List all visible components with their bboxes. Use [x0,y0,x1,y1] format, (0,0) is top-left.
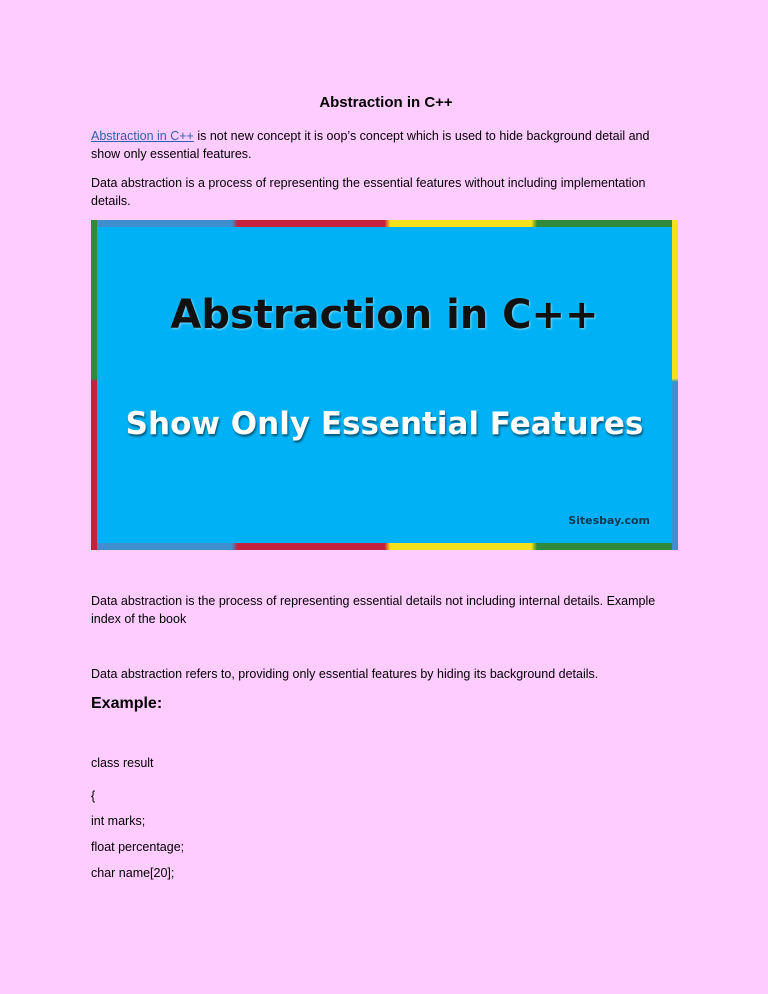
banner-border-top [91,220,678,227]
paragraph-4: Data abstraction refers to, providing only essential features by hiding its background details. [91,667,599,681]
abstraction-link[interactable]: Abstraction in C++ [91,129,194,143]
banner-inner [101,230,668,540]
banner-credit: Sitesbay.com [568,514,650,527]
code-line: char name[20]; [91,866,175,880]
banner-border-right [672,220,678,550]
document-title: Abstraction in C++ [319,94,453,111]
banner-subtitle: Show Only Essential Features [125,406,644,442]
intro-paragraph [91,127,681,163]
banner-border-left [91,220,97,550]
banner-title: Abstraction in C++ [170,292,599,338]
code-line: float percentage; [91,840,185,854]
code-line: { [91,789,96,803]
intro-text: is not new concept it is oop’s concept which is used to hide background detail and show only essential features. [91,129,650,161]
banner-image [91,220,678,550]
paragraph-3: Data abstraction is the process of representing essential details not including internal details. Example index of the book [91,594,656,626]
code-line: int marks; [91,814,146,828]
banner-border-bottom [91,543,678,550]
code-line: class result [91,756,154,770]
example-heading: Example: [91,695,163,712]
paragraph-2: Data abstraction is a process of representing the essential features without including implementation details. [91,176,646,208]
